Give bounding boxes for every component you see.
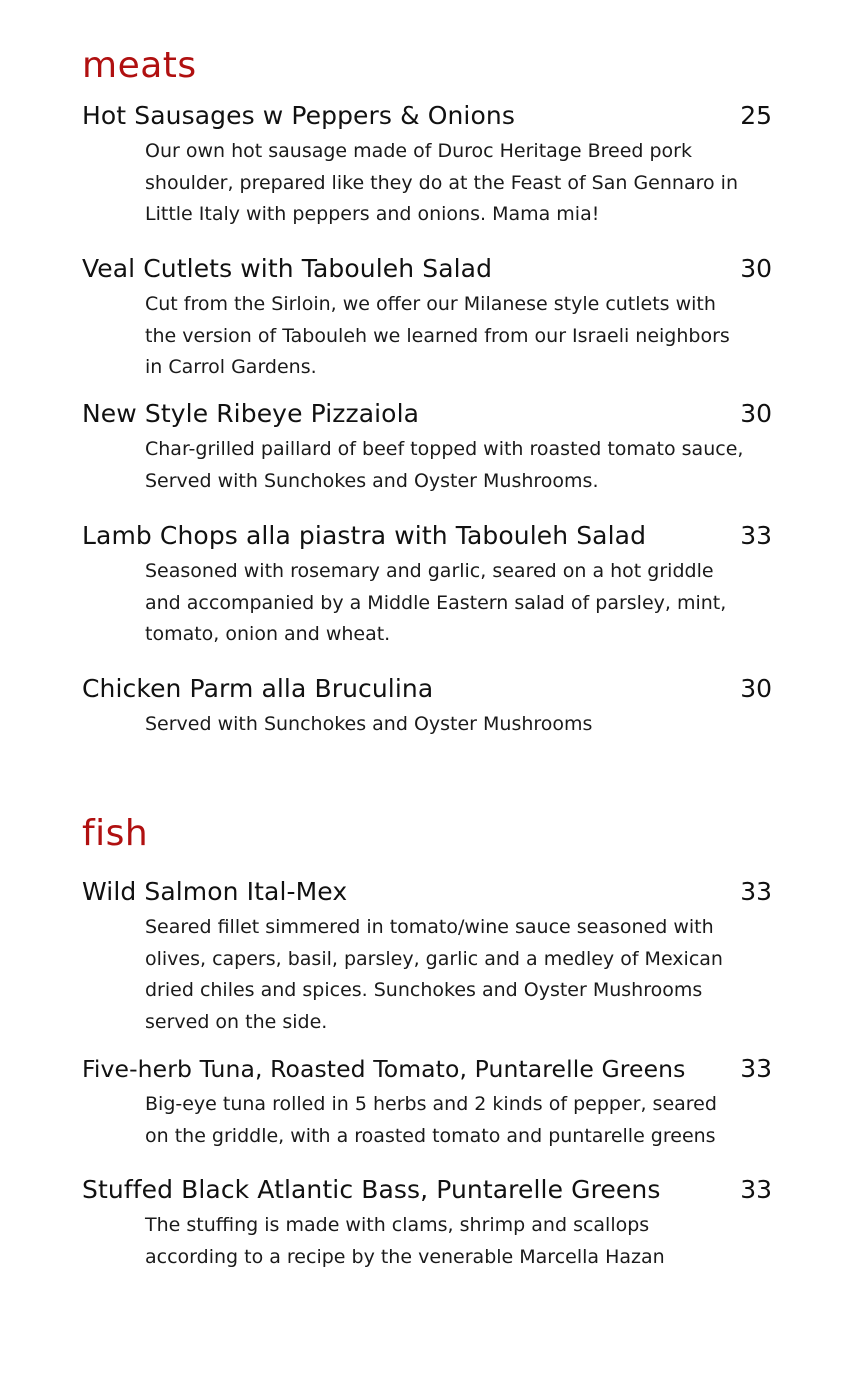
menu-item-header <box>82 520 772 552</box>
menu-item-price: 33 <box>740 1175 772 1204</box>
menu-item-price: 33 <box>740 877 772 906</box>
menu-item-name: Five-herb Tuna, Roasted Tomato, Puntarelle Greens <box>82 1055 686 1083</box>
menu-item-lamb-chops <box>82 520 772 651</box>
menu-item-description: Seasoned with rosemary and garlic, seared on a hot griddle and accompanied by a Middle Eastern salad of parsley, mint, tomato, onion and wheat. <box>145 560 727 645</box>
menu-item-header <box>82 100 772 132</box>
menu-item-header <box>82 1174 772 1206</box>
menu-item-header <box>82 398 772 430</box>
menu-item-wild-salmon <box>82 876 772 1038</box>
menu-item-name: Wild Salmon Ital-Mex <box>82 877 348 906</box>
menu-item-veal-cutlets <box>82 253 772 384</box>
menu-item-name: Hot Sausages w Peppers & Onions <box>82 101 515 130</box>
menu-item-description: The stuffing is made with clams, shrimp and scallops according to a recipe by the venerable Marcella Hazan <box>145 1214 665 1268</box>
menu-item-price: 25 <box>740 101 772 130</box>
menu-item-price: 33 <box>740 521 772 550</box>
menu-item-description: Char-grilled paillard of beef topped with roasted tomato sauce, Served with Sunchokes and Oyster Mushrooms. <box>145 438 744 492</box>
menu-item-ribeye-pizzaiola <box>82 398 772 497</box>
menu-item-name: Veal Cutlets with Tabouleh Salad <box>82 254 493 283</box>
menu-item-price: 33 <box>740 1054 772 1083</box>
menu-item-price: 30 <box>740 399 772 428</box>
menu-item-name: Chicken Parm alla Bruculina <box>82 674 434 703</box>
menu-item-header <box>82 673 772 705</box>
menu-item-price: 30 <box>740 674 772 703</box>
menu-item-stuffed-bass <box>82 1174 772 1273</box>
fish-section-title: fish <box>82 813 149 854</box>
menu-item-header <box>82 253 772 285</box>
menu-item-hot-sausages <box>82 100 772 231</box>
menu-item-five-herb-tuna <box>82 1053 772 1152</box>
menu-item-description: Cut from the Sirloin, we offer our Milanese style cutlets with the version of Tabouleh we learned from our Israeli neighbors in Carrol Gardens. <box>145 293 730 378</box>
menu-item-header <box>82 1053 772 1085</box>
meats-section-title: meats <box>82 45 197 86</box>
menu-item-name-main: Lamb Chops alla piastra with <box>82 521 448 550</box>
menu-item-name <box>82 520 646 552</box>
menu-item-name-suffix: Tabouleh Salad <box>455 521 647 550</box>
menu-item-chicken-parm <box>82 673 772 741</box>
menu-item-description: Seared fillet simmered in tomato/wine sauce seasoned with olives, capers, basil, parsley, garlic and a medley of Mexican dried chiles and spices. Sunchokes and Oyster Mushrooms served on the side. <box>145 916 723 1033</box>
menu-item-name: New Style Ribeye Pizzaiola <box>82 399 420 428</box>
menu-item-description: Big-eye tuna rolled in 5 herbs and 2 kinds of pepper, seared on the griddle, with a roasted tomato and puntarelle greens <box>145 1093 717 1147</box>
menu-item-description: Served with Sunchokes and Oyster Mushrooms <box>145 713 593 735</box>
menu-item-name: Stuffed Black Atlantic Bass, Puntarelle Greens <box>82 1175 661 1204</box>
menu-item-description: Our own hot sausage made of Duroc Heritage Breed pork shoulder, prepared like they do at the Feast of San Gennaro in Little Italy with peppers and onions. Mama mia! <box>145 140 738 225</box>
menu-item-price: 30 <box>740 254 772 283</box>
menu-item-header <box>82 876 772 908</box>
